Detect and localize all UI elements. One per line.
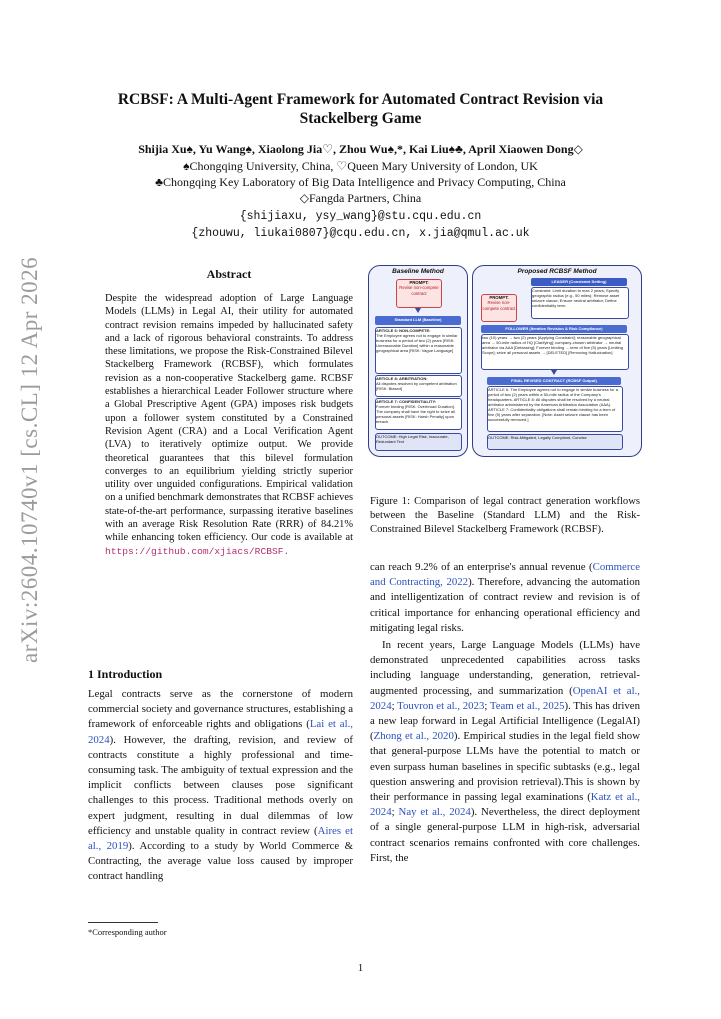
figure-caption: Figure 1: Comparison of legal contract generation workflows between the Baseline (Standard LLM) and the Risk-Constrained Bilevel Stackelberg Framework (RCBSF). [370, 496, 640, 535]
baseline-article-6 [375, 327, 462, 374]
proposed-panel [472, 265, 642, 457]
leader-header: LEADER (Constraint Setting) [531, 278, 627, 286]
right-p2-sep2: ; [484, 699, 490, 712]
intro-text-a: Legal contracts serve as the cornerstone of modern commercial society and governance structures, establishing a framework of enforceable rights and obligations ( [88, 688, 353, 731]
citation-touvron-2023[interactable]: Touvron et al., 2023 [397, 699, 485, 712]
right-p2-b: ). This has driven a new leap forward in Legal Artificial Intelligence (LegalAI) ( [370, 699, 640, 743]
citation-zhong-2020[interactable]: Zhong et al., 2020 [373, 730, 454, 743]
proposed-title: Proposed RCBSF Method [517, 268, 597, 275]
footnote-divider [88, 922, 158, 923]
baseline-article-7 [375, 398, 462, 430]
email-line-2: {zhouwu, liukai0807}@cqu.edu.cn, x.jia@qmul.ac.uk [191, 227, 530, 240]
title-line-1: RCBSF: A Multi-Agent Framework for Automated Contract Revision via [117, 91, 604, 108]
right-p2-sep3: ; [391, 806, 399, 819]
baseline-prompt-label: PROMPT: [409, 280, 429, 285]
figure-1 [368, 265, 643, 480]
right-p2-a: In recent years, Large Language Models (LLMs) have demonstrated unprecedented capabilities across tasks including language understanding, generation, retrieval-augmented processing, and summarization ( [370, 639, 640, 697]
citation-commerce-2022[interactable]: Commerce and Contracting, 2022 [370, 561, 640, 589]
arxiv-identifier: arXiv:2604.10740v1 [cs.CL] 12 Apr 2026 [17, 256, 42, 663]
footnote: *Corresponding author [88, 927, 167, 937]
proposed-prompt-label: PROMPT: [489, 295, 509, 300]
follower-text: two (10) years → two (2) years [Applying Constraint]; reasonable geographical area → 50-mile radius of HQ [Clarifying]; company-chosen arbitrator → neutral arbitrator via AAA [Debiasing]; Forever binding → term of five (5) years [Limiting Scope]; seize all personal assets → [DELETED] [Removing Hallucination] [482, 335, 623, 355]
baseline-article6-title: ARTICLE 6: NON-COMPETE: [376, 328, 431, 333]
citation-aires-2019[interactable]: Aires et al., 2019 [88, 824, 353, 853]
baseline-article-8 [375, 375, 462, 397]
proposed-prompt [481, 294, 517, 322]
affiliation-1: ♠Chongqing University, China, ♡Queen Mary University of London, UK [183, 159, 538, 173]
abstract-body: Despite the widespread adoption of Large Language Models (LLMs) in Legal AI, their utility for automated contract revision remains impeded by hallucinated safety and a lack of rigorous behavioral constraints. To address these limitations, we propose the Risk-Constrained Bilevel Stackelberg Framework (RCBSF), which formulates revision as a non-cooperative Stackelberg game. RCBSF establishes a hierarchical Leader Follower structure where a Global Prescriptive Agent (GPA) imposes risk budgets upon a follower system constituted by a Constrained Revision Agent (CRA) and a Local Verification Agent (LVA) to iteratively optimize output. We provide theoretical guarantees that this bilevel formulation converges to an equilibrium yielding strictly superior utility over unguided configurations. Empirical validation on a unified benchmark demonstrates that RCBSF achieves state-of-the-art performance, surpassing iterative baselines with an average Risk Resolution Rate (RRR) of 84.21% while enhancing token efficiency. Our code is available at [105, 293, 353, 544]
paper-title [60, 90, 661, 128]
page-number: 1 [357, 962, 364, 974]
baseline-article6-text: The Employee agrees not to engage in similar business for a period of two (2) years [RISK: Unreasonable Duration] within a reasonable geographical area [RISK: Vague Language] [376, 333, 458, 353]
proposed-prompt-text: Revise non-compete contract [482, 300, 516, 311]
intro-text-c: ). According to a study by World Commerce & Contracting, the average value loss caused by improper contract handling [88, 840, 353, 883]
leader-text: Constraint: Limit duration to max 2 years; Specify geographic radius (e.g., 50 miles); Remove asset seizure clause; Ensure neutral arbitrator; Define confidentiality term. [532, 288, 620, 308]
right-p2-c: ). Empirical studies in the legal field show that general-purpose LLMs have the potential to match or even surpass human baselines in specific subtasks (e.g., legal question answering and provision retrieval).This is shown by their performance in passing legal examinations ( [370, 730, 640, 804]
right-p2-d: ). Nevertheless, the direct deployment of a single general-purpose LLM in high-risk, adversarial contract scenarios remains confronted with core challenges. First, the [370, 806, 640, 864]
abstract-heading: Abstract [206, 267, 252, 281]
final-contract [487, 386, 623, 432]
citation-lai-2024[interactable]: Lai et al., 2024 [88, 718, 353, 746]
right-p1-a: can reach 9.2% of an enterprise's annual revenue ( [370, 561, 593, 573]
follower-revisions [481, 334, 629, 370]
leader-constraints [531, 287, 629, 319]
citation-openai-2024[interactable]: OpenAI et al., 2024 [370, 684, 640, 712]
affiliation-2: ♣Chongqing Key Laboratory of Big Data Intelligence and Privacy Computing, China [155, 175, 566, 189]
down-arrow-icon [415, 308, 421, 313]
abstract-text [105, 292, 353, 558]
baseline-article7-text: Forever binding [RISK: Overbroad Duration]. The company shall have the right to seize all personal assets [RISK: Harsh Penalty] upon breach. [376, 404, 455, 424]
baseline-outcome-text: OUTCOME: High Legal Risk, Inaccurate, Redundant Text [376, 434, 449, 444]
proposed-outcome-text: OUTCOME: Risk-Mitigated, Legally Compliant, Concise [488, 435, 587, 440]
code-url-link[interactable]: https://github.com/xjiacs/RCBSF. [105, 545, 290, 557]
baseline-article7-title: ARTICLE 7: CONFIDENTIALITY: [376, 399, 437, 404]
final-contract-text: ARTICLE 6: The Employee agrees not to engage in similar business for a period of two (2) years within a 50-mile radius of the Company's headquarters. ARTICLE 8: All disputes shall be resolved by a neutral arbitrator administered by the American Arbitration Association (AAA). ARTICLE 7: Confidentiality obligations shall remain binding for a term of five (5) years after separation. [Note: Asset seizure clause has been successfully removed.] [488, 387, 618, 422]
right-paragraph-1 [370, 560, 640, 636]
right-column-text [370, 560, 640, 866]
title-line-2: Stackelberg Game [299, 110, 422, 127]
right-paragraph-2 [370, 638, 640, 866]
baseline-title: Baseline Method [392, 268, 444, 275]
intro-paragraph [88, 687, 353, 885]
citation-katz-2024[interactable]: Katz et al., 2024 [370, 791, 641, 819]
email-line-1: {shijiaxu, ysy_wang}@stu.cqu.edu.cn [239, 210, 482, 223]
section-heading-introduction: 1 Introduction [88, 667, 163, 681]
down-arrow-icon [551, 370, 557, 375]
baseline-article8-text: All disputes resolved by competent arbitration [RISK: Biased] [376, 381, 457, 391]
follower-header: FOLLOWER (Iterative Revision & Risk Compliance) [481, 325, 627, 333]
affiliation-3: ◇Fangda Partners, China [299, 191, 422, 205]
intro-text-b: ). However, the drafting, revision, and review of contracts constitute a highly professional and time-consuming task. The ambiguity of textual expression and the implicit conflicts between clauses pose significant challenges to this process. Traditional methods overly on expert judgment, resulting in dual dilemmas of low efficiency and unstable quality in contract review ( [88, 733, 353, 837]
baseline-article8-title: ARTICLE 8: ARBITRATION: [376, 376, 428, 381]
baseline-outcome [375, 433, 462, 451]
right-p1-b: ). Therefore, advancing the automation and intelligentization of contract review and revision is of critical importance for enhancing operational efficiency and mitigating legal risks. [370, 576, 640, 634]
author-list: Shijia Xu♠, Yu Wang♠, Xiaolong Jia♡, Zhou Wu♠,*, Kai Liu♠♣, April Xiaowen Dong◇ [138, 142, 583, 156]
baseline-llm-header: Standard LLM (Baseline) [375, 316, 461, 325]
baseline-prompt-text: Revise non-compete contract [399, 285, 439, 296]
citation-team-2025[interactable]: Team et al., 2025 [489, 699, 565, 712]
baseline-panel [368, 265, 468, 457]
right-p2-sep1: ; [391, 699, 398, 712]
citation-nay-2024[interactable]: Nay et al., 2024 [398, 806, 471, 819]
baseline-prompt [396, 279, 442, 308]
final-contract-header: FINAL REVISED CONTRACT (RCBSF Output) [487, 377, 621, 385]
proposed-outcome [487, 434, 623, 450]
